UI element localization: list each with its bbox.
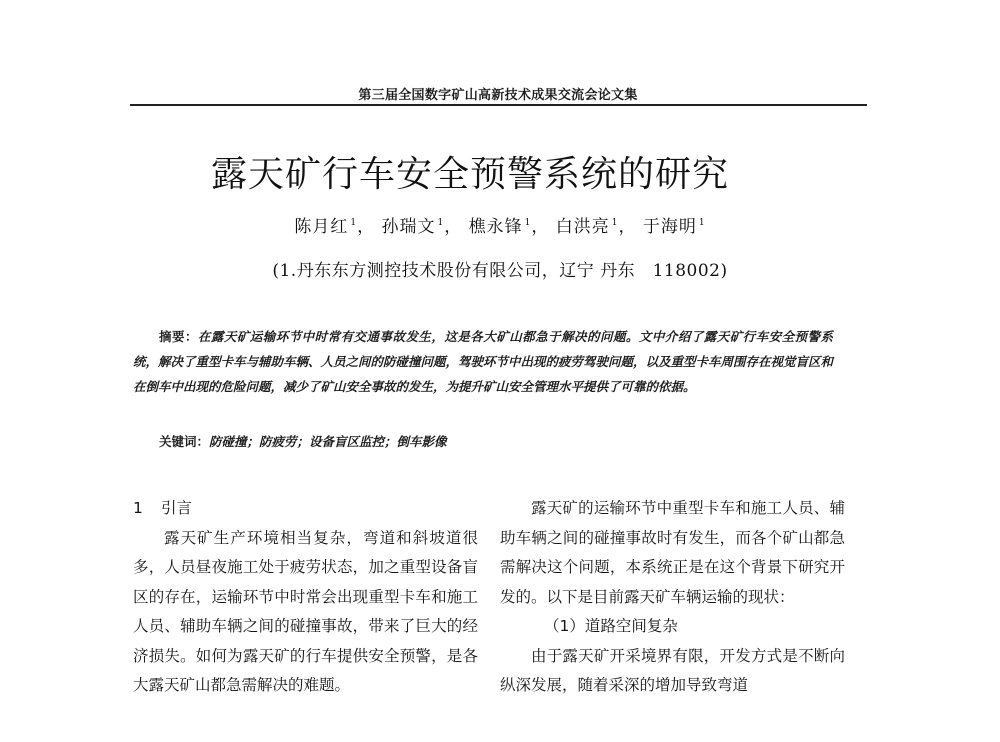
section-title: 引言 — [161, 499, 193, 517]
section-number: 1 — [133, 499, 143, 517]
header-rule — [130, 104, 867, 106]
author: 樵永锋 $^1$ — [468, 217, 532, 237]
author: 孙瑞文 $^1$ — [381, 217, 445, 237]
body-paragraph: 露天矿的运输环节中重型卡车和施工人员、辅助车辆之间的碰撞事故时有发生，而各个矿山都急需解决这个问题，本系统正是在这个背景下研究开发的。以下是目前露天矿车辆运输的现状： — [500, 499, 845, 606]
abstract-label: 摘要： — [159, 329, 198, 344]
section-heading — [133, 494, 478, 524]
body-paragraph: 由于露天矿开采境界有限，开发方式是不断向纵深发展，随着采深的增加导致弯道 — [500, 646, 845, 694]
affiliation: (1.丹东东方测控技术股份有限公司，辽宁 丹东 118002) — [272, 261, 728, 281]
author: 陈月红 $^1$ — [294, 217, 358, 237]
intro-paragraph: 露天矿生产环境相当复杂，弯道和斜坡道很多，人员昼夜施工处于疲劳状态，加之重型设备盲区的存在，运输环节中时常会出现重型卡车和施工人员、辅助车辆之间的碰撞事故，带来了巨大的经济损失。如何为露天矿的行车提供安全预警，是各大露天矿山都急需解决的难题。 — [133, 528, 478, 694]
abstract-text: 在露天矿运输环节中时常有交通事故发生，这是各大矿山都急于解决的问题。文中介绍了露天矿行车安全预警系统，解决了重型卡车与辅助车辆、人员之间的防碰撞问题，驾驶环节中出现的疲劳驾驶问题，以及重型卡车周围存在视觉盲区和在倒车中出现的危险问题，减少了矿山安全事故的发生，为提升矿山安全管理水平提供了可靠的依据。 — [133, 329, 834, 394]
running-header: 第三届全国数字矿山高新技术成果交流会论文集 — [358, 88, 638, 103]
keywords-text: 防碰撞；防疲劳；设备盲区监控；倒车影像 — [209, 434, 447, 449]
author: 白洪亮 $^1$ — [555, 217, 619, 237]
left-column — [133, 494, 478, 701]
right-column — [500, 494, 845, 701]
abstract — [133, 324, 833, 399]
author-list: 陈月红 $^1$， 孙瑞文 $^1$， 樵永锋 $^1$， 白洪亮 $^1$， 于海明 $^1$ — [294, 217, 706, 237]
keywords-label: 关键词： — [159, 434, 210, 449]
keywords — [159, 432, 839, 450]
subheading: （1）道路空间复杂 — [544, 617, 678, 635]
paper-title: 露天矿行车安全预警系统的研究 — [210, 154, 729, 195]
author: 于海明 $^1$ — [642, 217, 706, 237]
